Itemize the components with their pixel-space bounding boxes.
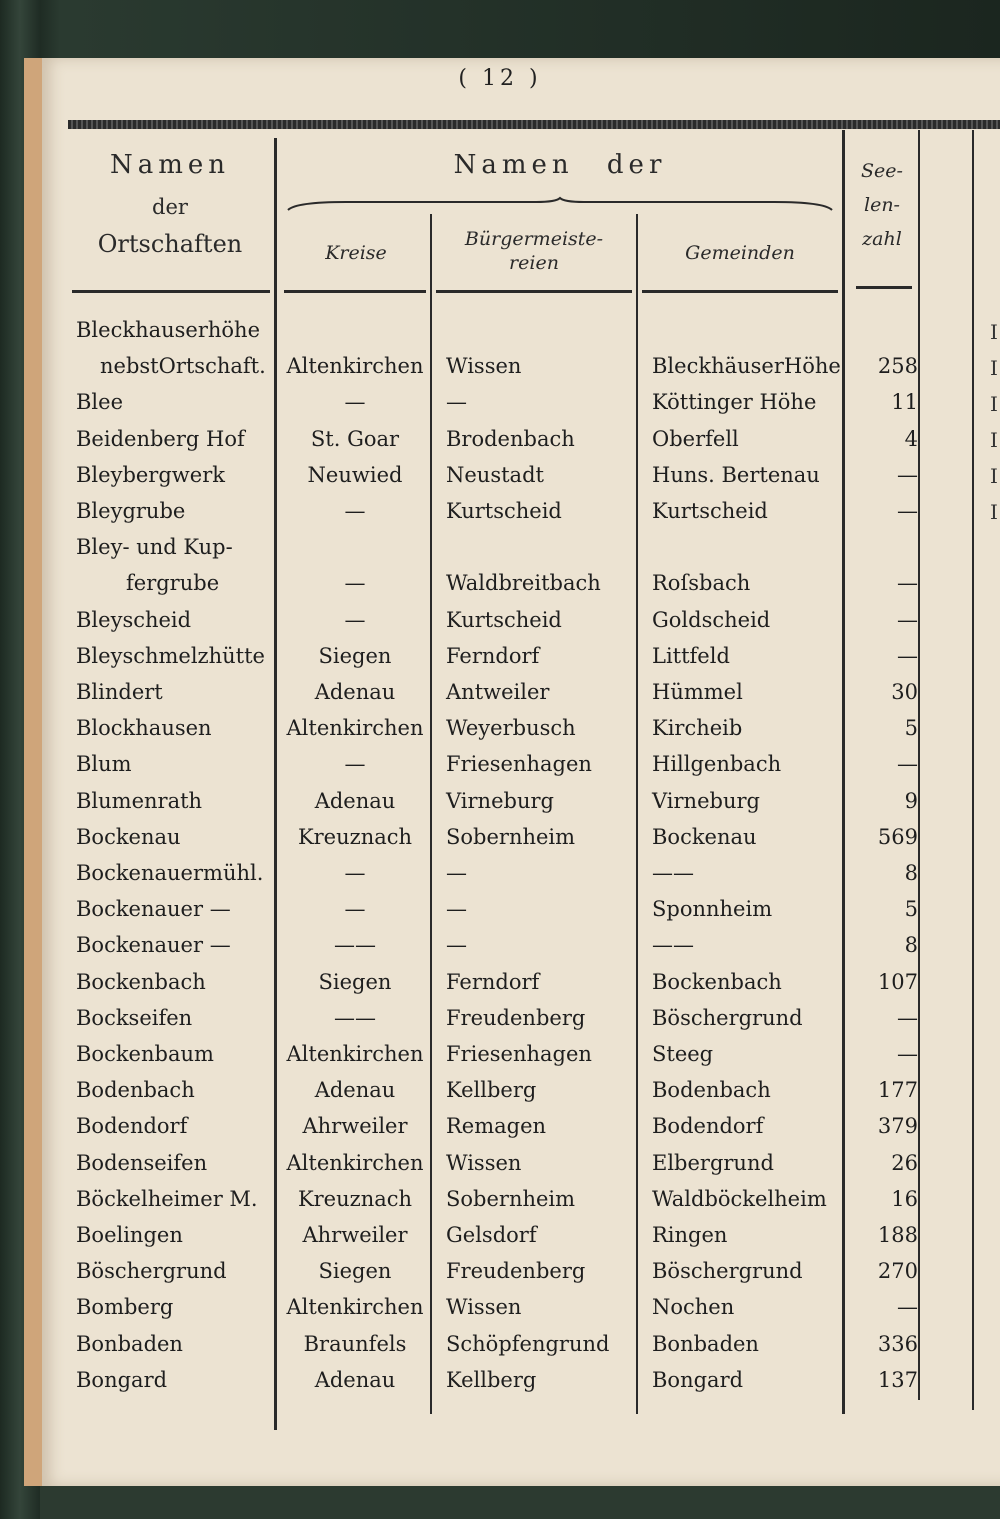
buergermeisterei-name: Kurtscheid [446,607,562,632]
place-name: Bockenbaum [76,1042,214,1066]
kreis-name: Adenau [314,788,396,813]
kreis-name: — [344,897,366,922]
place-name: Bongard [76,1367,168,1392]
table-row [0,1072,1000,1108]
place-name: Bockenauer — [76,897,231,922]
table-row [0,421,1000,457]
kreis-name: Kreuznach [297,824,413,849]
table-row [0,1253,1000,1289]
seelen-count: 16 [891,1186,918,1211]
table-row [0,1217,1000,1253]
table-row [0,1326,1000,1362]
kreis-name: Siegen [318,1259,392,1284]
gemeinde-name: Elbergrund [652,1150,774,1175]
table-row [0,927,1000,963]
buergermeisterei-name: Waldbreitbach [446,571,601,596]
rule-gemeinden [642,290,838,293]
buergermeisterei-name: Neustadt [446,462,544,487]
buergermeisterei-name: Brodenbach [446,426,575,451]
table-row [0,1036,1000,1072]
buergermeisterei-name: Remagen [446,1114,547,1139]
table-row [0,855,1000,891]
buergermeisterei-name: Schöpfengrund [446,1331,610,1356]
kreis-name: Neuwied [307,462,403,487]
place-name: Bodenseifen [76,1150,208,1175]
place-name: Blum [76,752,132,777]
header-seelen-line1: See- [861,160,903,182]
seelen-count: 188 [877,1223,918,1247]
place-name: Bodendorf [76,1114,188,1139]
place-name: Bley- und Kup- [76,535,233,560]
gemeinde-name: Bodendorf [652,1114,764,1139]
seelen-count: 4 [904,426,918,451]
kreis-name: Ahrweiler [302,1114,408,1139]
kreis-name: — [344,752,366,777]
edge-mark: I [990,356,998,380]
gemeinde-name: Goldscheid [652,607,771,632]
header-seelen-line3: zahl [862,228,902,250]
edge-mark: I [990,500,998,524]
buergermeisterei-name: Freudenberg [446,1259,586,1284]
place-name: Böckelheimer M. [76,1186,258,1211]
seelen-count: 270 [877,1259,918,1284]
buergermeisterei-name: Wissen [446,1150,522,1175]
place-name: Bleyschmelzhütte [76,643,265,668]
place-name: Blee [76,390,124,415]
table-row [0,1000,1000,1036]
header-buergermeistereien-line2: reien [509,252,559,274]
table-row [0,1145,1000,1181]
buergermeisterei-name: Wissen [446,1295,522,1320]
buergermeisterei-name: Wissen [446,354,522,379]
place-name: Blockhausen [76,716,212,741]
table-row [0,819,1000,855]
kreis-name: Braunfels [303,1331,407,1356]
table-row [0,493,1000,529]
seelen-count: 137 [877,1367,918,1392]
buergermeisterei-name: — [446,897,467,922]
kreis-name: —— [334,933,376,958]
gemeinde-name: Waldböckelheim [652,1186,827,1211]
place-name: Bockenau [76,824,181,849]
table-row [0,529,1000,565]
seelen-count: 569 [877,824,918,849]
rule-kreise [284,290,426,293]
header-places-line1: Namen [109,150,231,180]
seelen-count: 107 [877,969,918,994]
kreis-name: Siegen [318,643,392,668]
header-gemeinden: Gemeinden [685,242,795,264]
gemeinde-name: Bockenau [652,824,757,849]
place-name: Bomberg [76,1295,174,1320]
table-row [0,891,1000,927]
kreis-name: Kreuznach [297,1186,413,1211]
kreis-name: Altenkirchen [286,1150,424,1175]
kreis-name: Adenau [314,1367,396,1392]
buergermeisterei-name: Weyerbusch [446,716,576,741]
gemeinde-name: Oberfell [652,426,739,451]
buergermeisterei-name: Friesenhagen [446,752,592,777]
buergermeisterei-name: Sobernheim [446,824,576,849]
place-name: fergrube [126,571,220,596]
seelen-count: — [897,462,918,487]
seelen-count: — [897,1295,918,1320]
kreis-name: — [344,499,366,523]
gemeinde-name: Böschergrund [652,1259,803,1284]
seelen-count: 30 [891,680,918,704]
buergermeisterei-name: Kellberg [446,1078,537,1103]
place-name: Bockseifen [76,1005,193,1030]
kreis-name: — [344,390,366,415]
gemeinde-name: Bonbaden [652,1331,759,1356]
kreis-name: Adenau [314,680,396,704]
buergermeisterei-name: Kellberg [446,1367,537,1392]
buergermeisterei-name: Virneburg [446,788,554,813]
place-name: Blumenrath [76,788,203,813]
seelen-count: 8 [904,933,918,958]
table-row [0,783,1000,819]
gemeinde-name: Böschergrund [652,1005,803,1030]
seelen-count: 177 [877,1078,918,1103]
page-number: ( 12 ) [458,66,542,91]
gemeinde-name: Huns. Bertenau [652,462,820,487]
table-row [0,710,1000,746]
header-brace [286,196,834,216]
place-name: Bockenbach [76,969,206,994]
header-buergermeistereien-line1: Bürgermeiste- [464,228,604,250]
page-bottom-edge [40,1486,1000,1519]
header-places-line3: Ortschaften [97,230,243,258]
buergermeisterei-name: Freudenberg [446,1005,586,1030]
table-row [0,1362,1000,1398]
buergermeisterei-name: — [446,861,467,885]
seelen-count: 258 [877,354,918,379]
edge-mark: I [990,428,998,452]
place-name: Beidenberg Hof [76,426,245,451]
table-row [0,312,1000,348]
seelen-count: 11 [891,390,918,415]
place-name: Bleckhauserhöhe [76,318,260,342]
table-row [0,384,1000,420]
edge-mark: I [990,392,998,416]
table-row [0,746,1000,782]
gemeinde-name: Roſsbach [652,571,751,596]
place-name: Blindert [76,680,163,704]
kreis-name: Altenkirchen [286,354,424,379]
table-row [0,674,1000,710]
gemeinde-name: Littfeld [652,643,730,668]
buergermeisterei-name: — [446,933,467,958]
edge-mark: I [990,464,998,488]
buergermeisterei-name: Friesenhagen [446,1042,592,1066]
gemeinde-name: Hillgenbach [652,752,782,777]
seelen-count: 5 [904,897,918,922]
table-row [0,602,1000,638]
kreis-name: Altenkirchen [286,1295,424,1320]
table-row [0,1289,1000,1325]
gemeinde-name: —— [652,861,694,885]
kreis-name: — [344,861,366,885]
seelen-count: — [897,1042,918,1066]
kreis-name: Altenkirchen [286,716,424,741]
seelen-count: — [897,1005,918,1030]
kreis-name: — [344,607,366,632]
place-name: Böschergrund [76,1259,227,1284]
table-row [0,638,1000,674]
rule-seelen [856,286,912,289]
gemeinde-name: Bockenbach [652,969,782,994]
place-name: Bodenbach [76,1078,195,1103]
table-row [0,565,1000,601]
kreis-name: Adenau [314,1078,396,1103]
place-name: Bleyscheid [76,607,192,632]
kreis-name: Ahrweiler [302,1223,408,1247]
place-name: Bleygrube [76,499,186,523]
header-places-line2: der [152,195,188,219]
gemeinde-name: Sponnheim [652,897,773,922]
gemeinde-name: —— [652,933,694,958]
kreis-name: St. Goar [310,426,400,451]
seelen-count: 26 [891,1150,918,1175]
table-row [0,348,1000,384]
table-row [0,1108,1000,1144]
header-seelen-line2: len- [864,194,900,216]
seelen-count: 5 [904,716,918,741]
buergermeisterei-name: Ferndorf [446,643,540,668]
gemeinde-name: Virneburg [652,788,760,813]
header-names-of: Namen der [453,150,667,180]
place-name: Boelingen [76,1223,183,1247]
buergermeisterei-name: Ferndorf [446,969,540,994]
gemeinde-name: Bodenbach [652,1078,771,1103]
gemeinde-name: Ringen [652,1223,728,1247]
seelen-count: — [897,571,918,596]
header-top-rule [68,120,1000,129]
gemeinde-name: Steeg [652,1042,714,1066]
seelen-count: — [897,752,918,777]
seelen-count: — [897,607,918,632]
seelen-count: 336 [877,1331,918,1356]
seelen-count: 8 [904,861,918,885]
buergermeisterei-name: Antweiler [446,680,550,704]
gemeinde-name: Kurtscheid [652,499,768,523]
place-name: Bonbaden [76,1331,183,1356]
table-row [0,964,1000,1000]
place-name: Bockenauermühl. [76,861,264,885]
seelen-count: — [897,499,918,523]
place-name: nebstOrtschaft. [100,354,266,379]
buergermeisterei-name: Kurtscheid [446,499,562,523]
gemeinde-name: Köttinger Höhe [652,390,817,415]
kreis-name: Siegen [318,969,392,994]
gemeinde-name: Hümmel [652,680,743,704]
gemeinde-name: Nochen [652,1295,735,1320]
gemeinde-name: Bongard [652,1367,744,1392]
kreis-name: —— [334,1005,376,1030]
buergermeisterei-name: — [446,390,467,415]
gemeinde-name: BleckhäuserHöhe [652,354,841,379]
gemeinde-name: Kircheib [652,716,743,741]
place-name: Bockenauer — [76,933,231,958]
kreis-name: Altenkirchen [286,1042,424,1066]
header-kreise: Kreise [325,242,387,264]
kreis-name: — [344,571,366,596]
place-name: Bleybergwerk [76,462,225,487]
rule-buergermeistereien [436,290,632,293]
seelen-count: 379 [877,1114,918,1139]
next-page-edge [930,140,1000,1440]
edge-mark: I [990,320,998,344]
buergermeisterei-name: Sobernheim [446,1186,576,1211]
table-row [0,1181,1000,1217]
table-row [0,457,1000,493]
seelen-count: — [897,643,918,668]
seelen-count: 9 [904,788,918,813]
rule-places [72,290,270,293]
buergermeisterei-name: Gelsdorf [446,1223,537,1247]
